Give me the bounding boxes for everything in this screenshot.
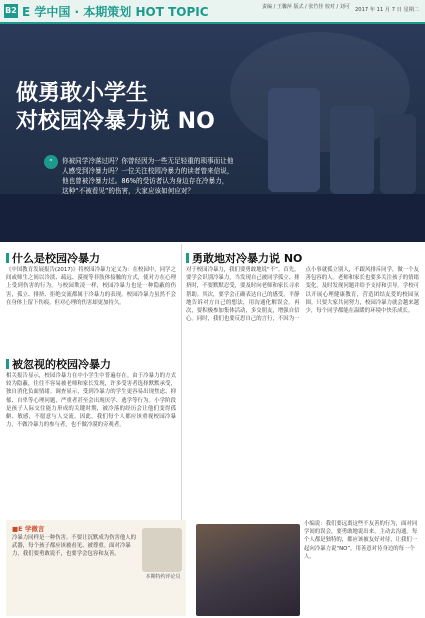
commentary-title: ■E 学微言 <box>12 525 45 533</box>
section-title: 被忽视的校园冷暴力 <box>12 358 111 371</box>
student-figure <box>330 106 374 194</box>
column-divider <box>181 244 182 544</box>
section-body: 相关报告显示，校园冷暴力在中小学生中普遍存在。由于冷暴力的方式较为隐蔽，往往不容易被老师和家长发现，许多受害者选择默默承受，独自消化负面情绪。调查显示，受到冷暴力的学生更容易出现焦虑、抑郁、自卑等心理问题，严重者甚至会出现厌学、逃学等行为。小学阶段是孩子人际交往能力形成的关键时期，被冷落的经历会让他们变得孤僻、敏感，不愿意与人交流。因此，我们每个人都应该重视校园冷暴力，不做冷暴力的参与者，也不做冷漠的旁观者。 <box>6 373 176 429</box>
page-number-badge: B2 <box>4 4 18 18</box>
section-heading <box>6 250 100 266</box>
page-headline <box>16 80 215 136</box>
heading-bar-icon <box>6 359 9 369</box>
portrait-caption: 本期特约评论员 <box>145 574 181 580</box>
section-body: 《中国教育发展报告(2017)》将校园冷暴力定义为：在校园中，同学之间或师生之间以冷淡、疏远、漠视等非肢体接触的方式，使对方在心理上受到伤害的行为。与校园欺凌一样，校园冷暴力也是一种隐蔽的伤害，孤立、排挤、拒绝交流都属于冷暴力的表现。校园冷暴力虽然不会在身体上留下伤痕，但对心理的伤害却更加持久。 <box>6 267 176 306</box>
headline-line-1: 做勇敢小学生 <box>16 81 149 106</box>
heading-bar-icon <box>186 253 189 263</box>
section-heading <box>186 250 302 266</box>
masthead: E 学中国 · 本期策划 HOT TOPIC <box>22 5 209 19</box>
quote-icon: “ <box>44 155 58 169</box>
photo-caption: 小编说：我们要远离这些不友善的行为，面对同学间的误会，要勇敢地说出来，主动去沟通。每个人都是独特的，都应该被友好对待，让我们一起向冷暴力说“NO”，用善意对待身边的每一个人。 <box>304 521 418 560</box>
banner-ground <box>0 194 425 242</box>
student-figure <box>380 114 416 194</box>
section-title: 勇敢地对冷暴力说 NO <box>192 252 303 265</box>
lead-paragraph: 你被同学冷落过吗？你曾经因为一些无足轻重的琐事而让他人感受到冷暴力吗？一位关注校园冷暴力的读者曾来信说，他也曾被冷暴力过。86%的受访者认为身边存在冷暴力，这种“不被看见”的伤害，大家应该如何应对？ <box>62 157 234 195</box>
heading-bar-icon <box>6 253 9 263</box>
section-title: 什么是校园冷暴力 <box>12 252 100 265</box>
section-heading <box>6 356 111 372</box>
commentator-portrait <box>142 528 182 572</box>
page-header <box>0 0 425 24</box>
student-figure <box>268 88 320 192</box>
commentary-text: 冷暴力同样是一种伤害。不要让沉默成为伤害他人的武器，每个孩子都应该被看见、被尊重。面对冷暴力，我们要勇敢说不，也要学会包容和友善。 <box>12 535 136 558</box>
feature-photo <box>196 524 300 616</box>
headline-line-2: 对校园冷暴力说 NO <box>16 109 215 134</box>
editor-credits: 责编 / 王馨萍 版式 / 张竹佳 校对 / 刘可 <box>262 4 350 10</box>
section-body: 对于校园冷暴力，我们要勇敢地说“不”。首先，要学会识别冷暴力，当发现自己被同学孤立、排挤时，不要默默忍受，要及时向老师和家长寻求帮助。其次，要学会正确表达自己的感受，平静地告诉对方自己的想法，用沟通化解误会。再次，要积极参加集体活动，多交朋友，增强自信心。同时，我们也要反思自己的言行，不因为一点小事就孤立别人，不跟风排斥同学，做一个友善包容的人。老师和家长也要多关注孩子的情绪变化，及时发现问题并给予支持和引导。学校可以开展心理健康教育，营造团结友爱的校园氛围。只要大家共同努力，校园冷暴力就会越来越少，每个同学都能在温暖的环境中快乐成长。 <box>186 267 419 323</box>
issue-date: 2017 年 11 月 7 日 星期二 <box>355 7 420 13</box>
hero-banner <box>0 24 425 242</box>
